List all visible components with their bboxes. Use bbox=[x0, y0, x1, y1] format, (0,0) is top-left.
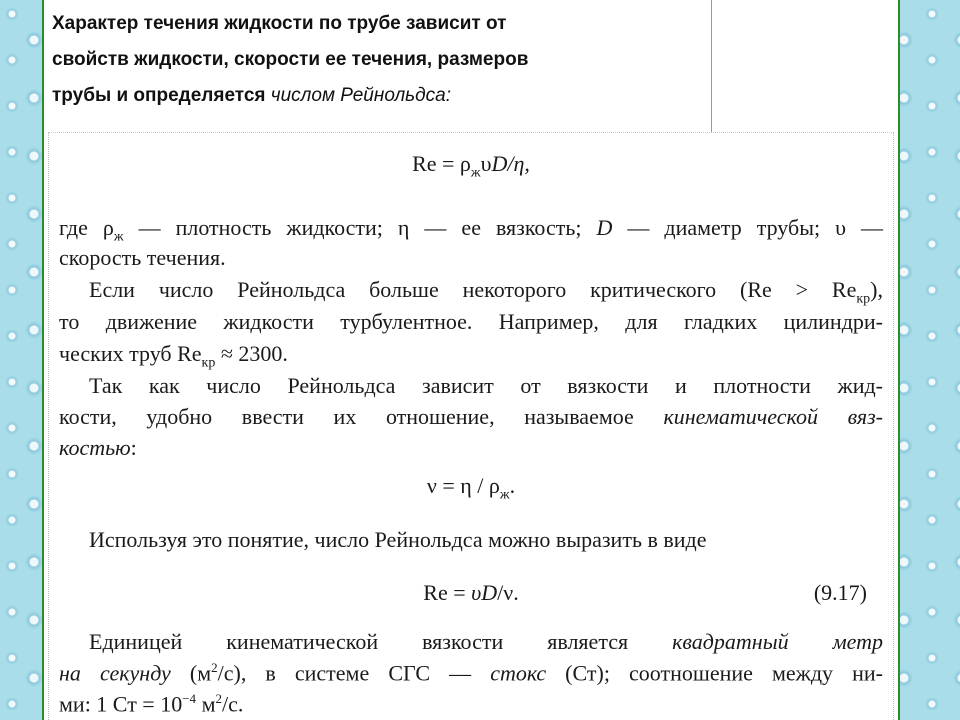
paragraph-5-line-3: ми: 1 Ст = $10^{-4}$ $м^2/с$. bbox=[59, 691, 244, 717]
reynolds-equation: $Re = \rho_ж\upsilon D/\eta$, bbox=[412, 151, 530, 181]
paragraph-5-line-2: на секунду $(м^2/с)$, в системе СГС — стокс (Ст); соотношение между ни- bbox=[59, 660, 883, 686]
paragraph-2-line-1: Если число Рейнольдса больше некоторого критического $(Re > Re_{кр})$, bbox=[89, 277, 883, 307]
heading-cell bbox=[44, 0, 712, 132]
heading-line-3: трубы и определяется bbox=[52, 85, 271, 106]
paragraph-2-line-2: то движение жидкости турбулентное. Например, для гладких цилиндри- bbox=[59, 309, 883, 334]
paragraph-1-line-2: скорость течения. bbox=[59, 245, 226, 270]
heading-reynolds-term: числом Рейнольдса: bbox=[270, 85, 452, 106]
heading-line-2: свойств жидкости, скорости ее течения, размеров bbox=[52, 49, 529, 70]
paragraph-4-line-1: Используя это понятие, число Рейнольдса можно выразить в виде bbox=[89, 527, 707, 552]
paragraph-3-line-1: Так как число Рейнольдса зависит от вязкости и плотности жид- bbox=[89, 373, 883, 398]
paragraph-3-line-2: кости, удобно ввести их отношение, называемое кинематической вяз- bbox=[59, 404, 884, 429]
slide-frame bbox=[42, 0, 900, 720]
equation-number: (9.17) bbox=[813, 580, 867, 605]
paragraph-5-line-1: Единицей кинематической вязкости является квадратный метр bbox=[89, 629, 883, 654]
heading-text bbox=[52, 6, 711, 114]
paragraph-3-line-3: костью: bbox=[59, 435, 137, 460]
heading-line-1: Характер течения жидкости по трубе зависит от bbox=[52, 13, 507, 34]
paragraph-1-line-1: где $\rho_ж$ — плотность жидкости; η — ее вязкость; D — диаметр трубы; υ — bbox=[59, 215, 883, 245]
kinematic-viscosity-equation: $\nu = \eta / \rho_ж$. bbox=[426, 473, 516, 503]
paragraph-2-line-3: ческих труб $Re_{кр} \approx 2300$. bbox=[59, 341, 288, 371]
scanned-text-image bbox=[48, 132, 894, 720]
equation-9-17: Re = υD/ν. (9.17) bbox=[423, 580, 867, 605]
